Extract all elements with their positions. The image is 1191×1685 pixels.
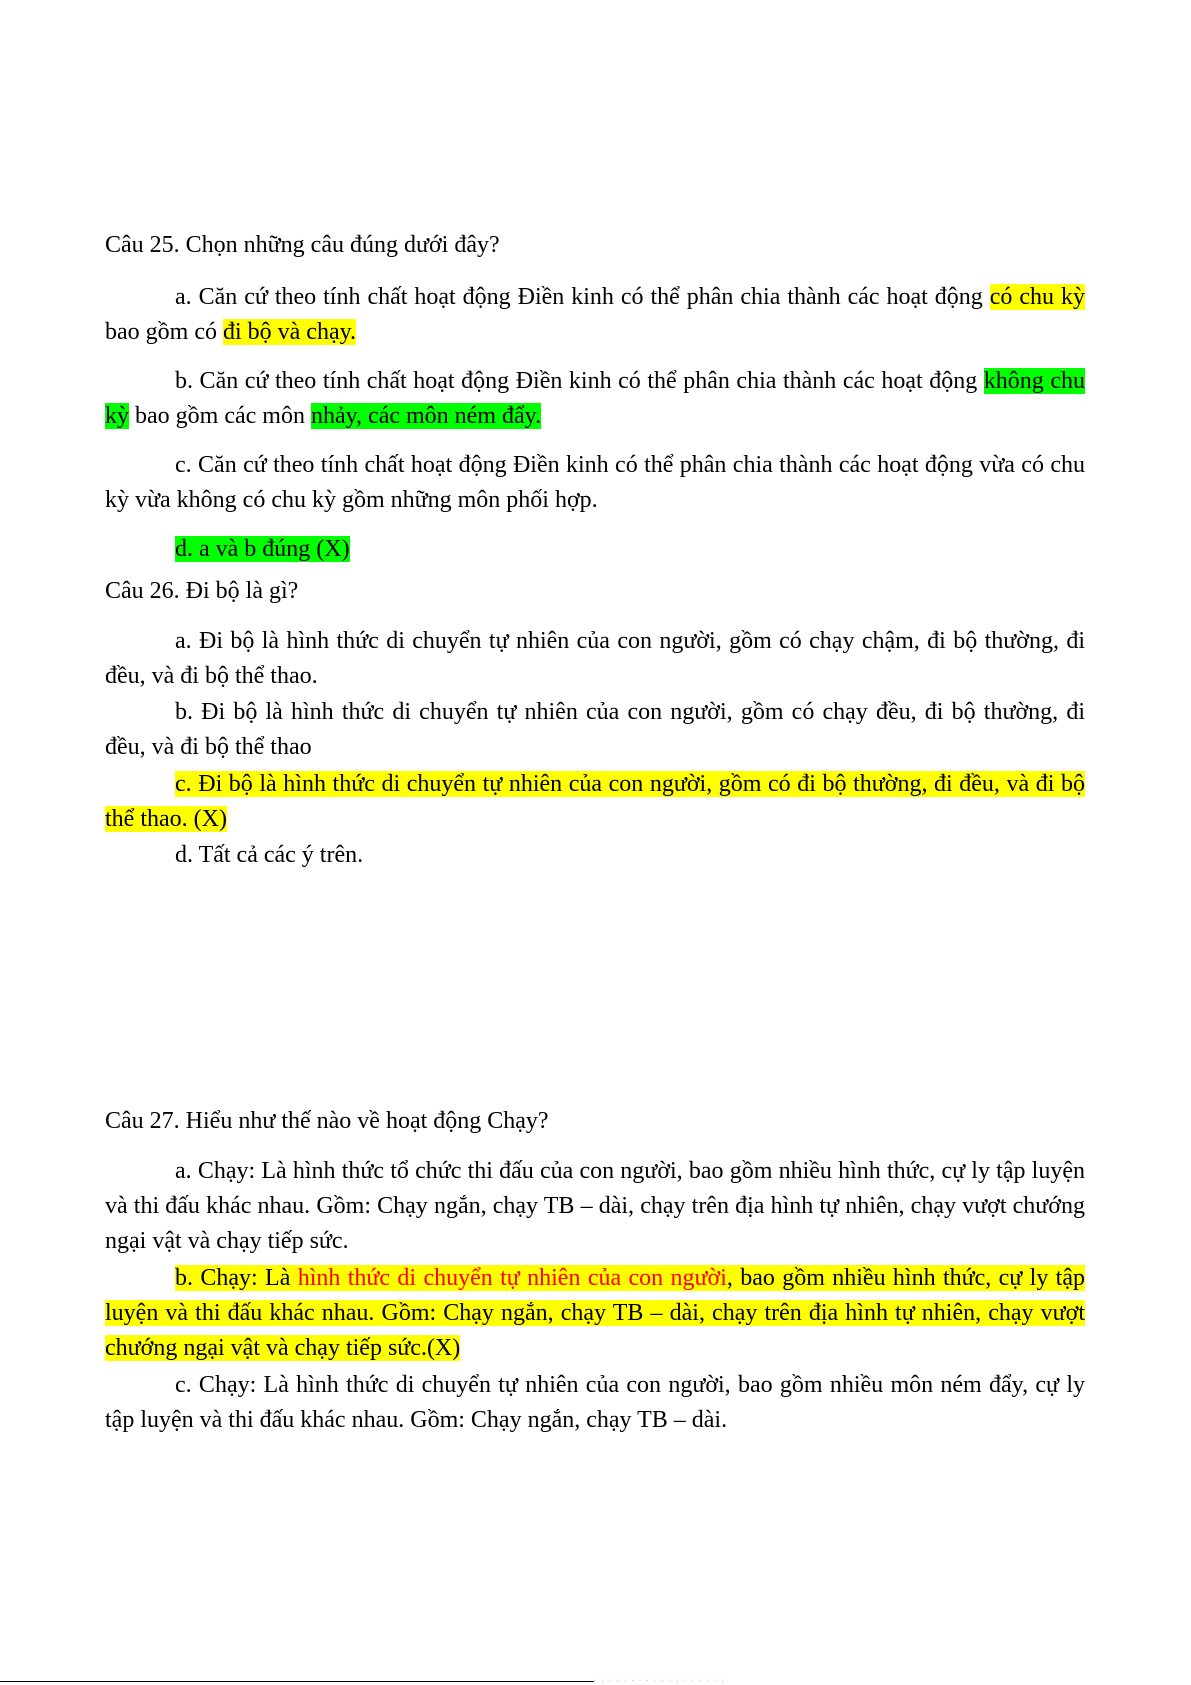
q25-option-a: a. Căn cứ theo tính chất hoạt động Điền kinh có thể phân chia thành các hoạt động có chu kỳ bao gồm có đi bộ và chạy.	[105, 284, 1085, 345]
q26-option-c: c. Đi bộ là hình thức di chuyển tự nhiên của con người, gồm có đi bộ thường, đi đều, và đi bộ thể thao. (X)	[105, 771, 1085, 832]
footer-divider	[0, 1681, 594, 1682]
q26-option-d: d. Tất cả các ý trên.	[175, 842, 364, 868]
q27-option-a: a. Chạy: Là hình thức tổ chức thi đấu của con người, bao gồm nhiều hình thức, cự ly tập luyện và thi đấu khác nhau. Gồm: Chạy ngắn, chạy TB – dài, chạy trên địa hình tự nhiên, chạy vượt chướng ngại vật và chạy tiếp sức.	[105, 1158, 1085, 1254]
q26-option-a: a. Đi bộ là hình thức di chuyển tự nhiên của con người, gồm có chạy chậm, đi bộ thường, đi đều, và đi bộ thể thao.	[105, 628, 1085, 689]
q26-option-b: b. Đi bộ là hình thức di chuyển tự nhiên của con người, gồm có chạy đều, đi bộ thường, đi đều, và đi bộ thể thao	[105, 699, 1085, 760]
question-27-title: Câu 27. Hiểu như thế nào về hoạt động Chạy?	[105, 1108, 549, 1134]
question-26-title: Câu 26. Đi bộ là gì?	[105, 578, 299, 604]
q25-option-d: d. a và b đúng (X)	[175, 536, 350, 562]
q27-option-b: b. Chạy: Là hình thức di chuyển tự nhiên của con người, bao gồm nhiều hình thức, cự ly tập luyện và thi đấu khác nhau. Gồm: Chạy ngắn, chạy TB – dài, chạy trên địa hình tự nhiên, chạy vượt chướng ngại vật và chạy tiếp sức.(X)	[105, 1265, 1085, 1361]
footer-residue: · · · · · · · · · · · · · · · · · ·	[594, 1678, 726, 1684]
question-25-title: Câu 25. Chọn những câu đúng dưới đây?	[105, 232, 500, 258]
q27-option-c: c. Chạy: Là hình thức di chuyển tự nhiên của con người, bao gồm nhiều môn ném đẩy, cự ly tập luyện và thi đấu khác nhau. Gồm: Chạy ngắn, chạy TB – dài.	[105, 1372, 1085, 1433]
q25-option-b: b. Căn cứ theo tính chất hoạt động Điền kinh có thể phân chia thành các hoạt động không chu kỳ bao gồm các môn nhảy, các môn ném đẩy.	[105, 368, 1085, 429]
q25-option-c: c. Căn cứ theo tính chất hoạt động Điền kinh có thể phân chia thành các hoạt động vừa có chu kỳ vừa không có chu kỳ gồm những môn phối hợp.	[105, 452, 1085, 513]
